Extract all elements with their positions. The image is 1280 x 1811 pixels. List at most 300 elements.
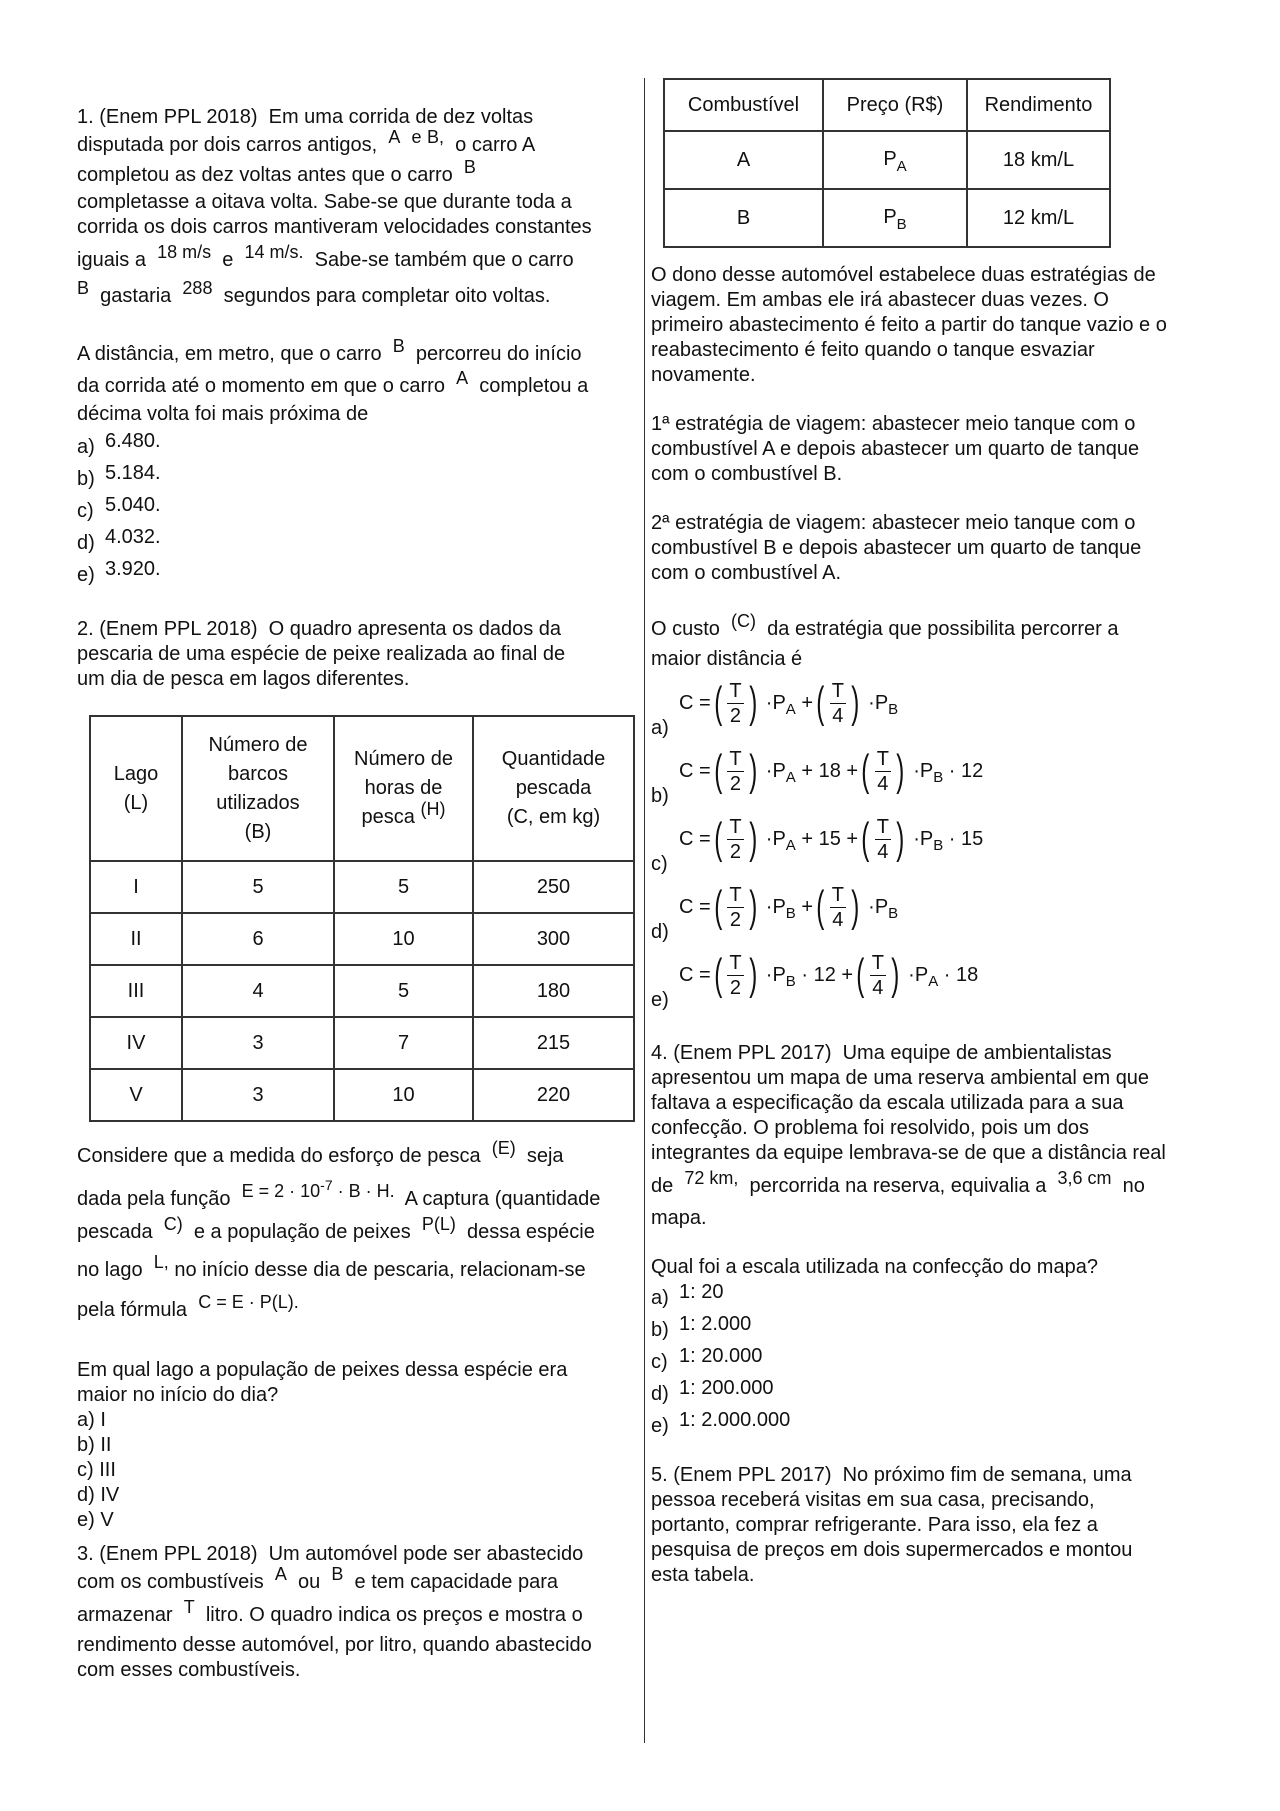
fraction: [875, 815, 891, 864]
q1-math: 288: [182, 278, 213, 298]
table-cell: II: [90, 913, 182, 965]
q1-option-b[interactable]: [77, 461, 637, 493]
formula-text: P: [874, 691, 889, 714]
formula-sub: B: [785, 972, 796, 990]
header-text: (C, em kg): [506, 806, 601, 828]
table-cell: III: [90, 965, 182, 1017]
q2-math: C): [163, 1214, 183, 1234]
q1-text: Em uma corrida de dez voltas: [268, 106, 534, 128]
table-cell: 180: [473, 965, 634, 1017]
formula-text: · 18: [943, 963, 979, 986]
header-text: barcos: [227, 762, 289, 785]
q3-text: rendimento desse automóvel, por litro, quando abastecido: [77, 1634, 592, 1656]
formula-sub: A: [928, 972, 939, 990]
option-value: 1: 200.000: [679, 1377, 774, 1399]
q2-text: Em qual lago a população de peixes dessa espécie era: [77, 1359, 568, 1381]
header-text: horas de: [364, 777, 443, 799]
formula-text: C =: [679, 691, 711, 714]
table-row: [90, 1017, 634, 1069]
q2-math: -7: [320, 1177, 333, 1193]
header-text: pescada: [515, 777, 592, 799]
q1-source: (Enem PPL 2018): [99, 106, 258, 128]
q2-text: maior no início do dia?: [77, 1384, 279, 1406]
q2-option-c[interactable]: c) III: [77, 1459, 116, 1481]
q4-line: [651, 1041, 1211, 1066]
q2-text: O quadro apresenta os dados da: [268, 618, 562, 640]
paren: (: [816, 882, 825, 931]
option-value: 1: 2.000.000: [679, 1409, 791, 1431]
table-row: [90, 861, 634, 913]
table-cell: 18 km/L: [967, 131, 1110, 189]
q3-line: [651, 611, 1211, 647]
option-letter: d): [651, 921, 669, 943]
question-2-body: [77, 1138, 637, 1533]
frac-num: T: [729, 951, 742, 974]
table-header: Rendimento: [967, 79, 1110, 131]
q3-source: (Enem PPL 2018): [99, 1543, 258, 1565]
q5-text: No próximo fim de semana, uma: [842, 1464, 1132, 1486]
frac-den: 2: [729, 772, 742, 795]
paren: (: [861, 814, 870, 863]
q1-text: Sabe-se também que o carro: [314, 249, 574, 271]
paren: ): [891, 950, 900, 999]
q2-math: C = E · P(L).: [198, 1292, 299, 1312]
question-1: [77, 105, 637, 589]
q3-text: da estratégia que possibilita percorrer a: [767, 618, 1119, 640]
q3-text: viagem. Em ambas ele irá abastecer duas vezes. O: [651, 289, 1109, 311]
q1-option-a[interactable]: [77, 429, 637, 461]
q4-text: mapa.: [651, 1207, 707, 1229]
formula-text: · 12 +: [801, 963, 854, 986]
formula-sub: B: [888, 700, 899, 718]
question-3-body: [651, 263, 1211, 672]
q1-math: 14 m/s.: [244, 242, 304, 262]
q1-number: 1.: [77, 106, 94, 128]
q1-option-c[interactable]: [77, 493, 637, 525]
header-text: Lago: [113, 762, 159, 785]
q1-text: iguais a: [77, 249, 146, 271]
q2-option-b[interactable]: b) II: [77, 1434, 112, 1456]
q1-math: e: [222, 249, 234, 271]
paren: ): [748, 950, 757, 999]
q3-text: com esses combustíveis.: [77, 1659, 301, 1681]
option-letter: e): [77, 564, 95, 586]
q3-option-a[interactable]: [651, 672, 1211, 740]
formula: [679, 944, 978, 1006]
q3-line: [77, 1542, 637, 1567]
paren: ): [851, 882, 860, 931]
q3-text: primeiro abastecimento é feito a partir do tanque vazio e o: [651, 314, 1167, 336]
formula: [679, 672, 898, 734]
cell-text: P: [883, 206, 897, 228]
q2-text: A captura (quantidade: [404, 1188, 601, 1210]
q3-text: com os combustíveis: [77, 1571, 264, 1593]
q3-text: ou: [298, 1571, 321, 1593]
q2-line: [77, 1138, 637, 1178]
formula-text: ·: [765, 691, 773, 714]
paren: (: [713, 678, 723, 727]
formula-sub: B: [933, 768, 944, 786]
table-cell: 250: [473, 861, 634, 913]
frac-den: 2: [729, 908, 742, 931]
table-cell: I: [90, 861, 182, 913]
table-header: [473, 716, 634, 861]
paren: ): [748, 678, 757, 727]
q4-text: Uma equipe de ambientalistas: [842, 1042, 1112, 1064]
q1-math: A: [456, 368, 469, 388]
q1-line-3: [77, 157, 637, 190]
formula-text: P: [772, 827, 786, 850]
paren: (: [713, 950, 723, 999]
formula-text: P: [919, 759, 934, 782]
q2-text: pescada: [77, 1221, 153, 1243]
formula-text: C =: [679, 963, 711, 986]
q4-line: [651, 1166, 1211, 1206]
formula-sub: B: [785, 904, 796, 922]
q1-line-7: [77, 278, 637, 314]
q3-text: O custo: [651, 618, 720, 640]
table-cell: 4: [182, 965, 334, 1017]
q1-text: corrida os dois carros mantiveram velocidades constantes: [77, 216, 592, 238]
frac-den: 2: [729, 976, 742, 999]
q2-source: (Enem PPL 2018): [99, 618, 258, 640]
q1-line-6: [77, 240, 637, 282]
q5-text: pessoa receberá visitas em sua casa, precisando,: [651, 1489, 1095, 1511]
q4-option-e[interactable]: [651, 1408, 1211, 1440]
formula-text: ·: [765, 895, 773, 918]
q2-math: L,: [153, 1252, 169, 1272]
fraction: [727, 747, 743, 796]
q2-math: (E): [491, 1138, 516, 1158]
q1-math: 18 m/s: [157, 242, 212, 262]
q1-text: gastaria: [100, 285, 172, 307]
option-value: 6.480.: [105, 430, 161, 452]
formula-text: P: [919, 827, 934, 850]
header-text: (H): [420, 799, 446, 819]
q4-text: integrantes da equipe lembrava-se de que a distância real: [651, 1142, 1166, 1164]
q4-option-c[interactable]: [651, 1344, 1211, 1376]
option-letter: c): [77, 500, 94, 522]
paren: (: [713, 814, 723, 863]
formula-text: P: [772, 691, 786, 714]
paren: (: [816, 678, 825, 727]
q5-source: (Enem PPL 2017): [673, 1464, 832, 1486]
q3-text: e tem capacidade para: [354, 1571, 558, 1593]
table-header-row: [664, 79, 1110, 131]
formula-text: + 18 +: [801, 759, 859, 782]
frac-den: 4: [872, 976, 884, 999]
q4-source: (Enem PPL 2017): [673, 1042, 832, 1064]
q4-text: faltava a especificação da escala utilizada para a sua: [651, 1092, 1124, 1114]
q3-text: 1ª estratégia de viagem: abastecer meio tanque com o: [651, 413, 1136, 435]
cell-sub: B: [896, 216, 907, 233]
q4-text: no: [1122, 1175, 1145, 1197]
q2-math: P(L): [421, 1214, 456, 1234]
q2-number: 2.: [77, 618, 94, 640]
q2-option-a[interactable]: a) I: [77, 1409, 106, 1431]
formula-text: P: [772, 759, 786, 782]
table-cell: 5: [334, 861, 473, 913]
option-letter: b): [77, 468, 95, 490]
q3-text: Um automóvel pode ser abastecido: [268, 1543, 584, 1565]
formula-text: ·: [868, 895, 875, 918]
table-cell: 5: [334, 965, 473, 1017]
frac-num: T: [831, 679, 844, 702]
q5-line: [651, 1463, 1211, 1488]
table-cell: [823, 131, 967, 189]
formula-sub: B: [888, 904, 899, 922]
frac-num: T: [876, 747, 889, 770]
q1-math: A: [388, 127, 401, 147]
q2-math: E = 2 · 10: [241, 1181, 321, 1201]
q3-math: A: [274, 1564, 287, 1584]
cell-text: P: [883, 148, 897, 170]
fishing-table: [89, 715, 635, 1122]
q1-text: disputada por dois carros antigos,: [77, 134, 378, 156]
table-header: [334, 716, 473, 861]
formula-sub: B: [933, 836, 944, 854]
q2-text: no início desse dia de pescaria, relacionam-se: [174, 1259, 586, 1281]
q3-text: novamente.: [651, 364, 756, 386]
option-letter: b): [651, 785, 669, 807]
q4-math: 72 km,: [684, 1168, 739, 1188]
q2-line: [77, 1252, 637, 1294]
option-value: 1: 20: [679, 1281, 724, 1303]
paren: ): [748, 882, 757, 931]
q1-text: da corrida até o momento em que o carro: [77, 375, 445, 397]
option-value: 3.920.: [105, 558, 161, 580]
q2-text: Considere que a medida do esforço de pesca: [77, 1145, 481, 1167]
paren: (: [861, 746, 870, 795]
table-cell: [823, 189, 967, 247]
q4-question: Qual foi a escala utilizada na confecção do mapa?: [651, 1256, 1098, 1278]
q1-text: segundos para completar oito voltas.: [223, 285, 551, 307]
table-cell: V: [90, 1069, 182, 1121]
formula-text: C =: [679, 827, 711, 850]
q1-option-e[interactable]: [77, 557, 637, 589]
formula-text: P: [772, 895, 786, 918]
q3-option-e[interactable]: [651, 944, 1211, 1012]
q3-text: combustível A e depois abastecer um quarto de tanque: [651, 438, 1140, 460]
option-value: 1: 20.000: [679, 1345, 763, 1367]
q1-text: o carro A: [455, 134, 536, 156]
table-cell: 10: [334, 913, 473, 965]
formula-text: ·: [765, 759, 773, 782]
q4-text: percorrida na reserva, equivalia a: [749, 1175, 1047, 1197]
table-header: Preço (R$): [823, 79, 967, 131]
header-text: Quantidade: [501, 748, 606, 770]
q3-option-c[interactable]: [651, 808, 1211, 876]
frac-den: 4: [877, 840, 889, 863]
frac-num: T: [729, 679, 742, 702]
fraction: [875, 747, 891, 796]
q4-option-b[interactable]: [651, 1312, 1211, 1344]
table-cell: 6: [182, 913, 334, 965]
frac-num: T: [729, 747, 742, 770]
q2-line: [77, 1214, 637, 1256]
q1-line-2: [77, 127, 637, 163]
paren: (: [713, 746, 723, 795]
q3-text: 2ª estratégia de viagem: abastecer meio tanque com o: [651, 512, 1136, 534]
table-cell: 12 km/L: [967, 189, 1110, 247]
paren: ): [896, 814, 905, 863]
q2-option-d[interactable]: d) IV: [77, 1484, 120, 1506]
question-5: [651, 1463, 1211, 1588]
q3-text: reabastecimento é feito quando o tanque esvaziar: [651, 339, 1095, 361]
frac-den: 4: [832, 704, 844, 727]
q4-text: confecção. O problema foi resolvido, pois um dos: [651, 1117, 1089, 1139]
q3-math: (C): [731, 611, 757, 631]
header-text: Número de: [208, 733, 308, 756]
q5-text: pesquisa de preços em dois supermercados e montou: [651, 1539, 1133, 1561]
q1-math: e: [411, 127, 422, 147]
q1-math: B: [392, 336, 405, 356]
option-letter: d): [651, 1383, 669, 1405]
formula-text: C =: [679, 759, 711, 782]
q4-option-a[interactable]: [651, 1280, 1211, 1312]
q3-text: armazenar: [77, 1604, 173, 1626]
q3-line: [77, 1597, 637, 1633]
table-header-row: [90, 716, 634, 861]
fraction: [727, 679, 743, 728]
q2-option-e[interactable]: e) V: [77, 1509, 114, 1531]
q1-text: completou as dez voltas antes que o carro: [77, 164, 453, 186]
question-4: [651, 1041, 1211, 1440]
q3-number: 3.: [77, 1543, 94, 1565]
question-2: [77, 617, 637, 692]
q1-math: B: [463, 157, 476, 177]
q1-math: B,: [427, 127, 445, 147]
q3-options: [651, 672, 1211, 1012]
header-text: (B): [244, 820, 272, 843]
q5-text: esta tabela.: [651, 1564, 755, 1586]
q1-text: percorreu do início: [415, 343, 582, 365]
formula-text: · 12: [948, 759, 984, 782]
table-cell: A: [664, 131, 823, 189]
q3-math: B: [331, 1564, 344, 1584]
q3-text: litro. O quadro indica os preços e mostra o: [205, 1604, 583, 1626]
formula-text: +: [801, 895, 814, 918]
frac-num: T: [729, 883, 742, 906]
option-value: 1: 2.000: [679, 1313, 752, 1335]
frac-den: 4: [832, 908, 844, 931]
formula-text: ·: [913, 759, 920, 782]
formula-text: P: [772, 963, 786, 986]
formula: [679, 876, 898, 938]
fraction: [727, 951, 743, 1000]
frac-num: T: [831, 883, 844, 906]
q1-math: B: [77, 278, 90, 298]
q1-question-2: [77, 368, 637, 402]
formula-text: +: [801, 691, 814, 714]
paren: (: [713, 882, 723, 931]
q1-line-1: [77, 105, 637, 130]
q1-text: décima volta foi mais próxima de: [77, 403, 369, 425]
q2-line: [77, 1294, 637, 1334]
q2-line: [77, 1178, 637, 1218]
option-value: 5.040.: [105, 494, 161, 516]
q4-text: apresentou um mapa de uma reserva ambiental em que: [651, 1067, 1150, 1089]
formula-text: · 15: [948, 827, 984, 850]
fraction: [830, 883, 846, 932]
table-row: [664, 189, 1110, 247]
table-cell: 300: [473, 913, 634, 965]
formula-text: ·: [913, 827, 920, 850]
q3-text: combustível B e depois abastecer um quarto de tanque: [651, 537, 1142, 559]
q2-text: pescaria de uma espécie de peixe realizada ao final de: [77, 643, 566, 665]
formula: [679, 808, 983, 870]
table-cell: IV: [90, 1017, 182, 1069]
q2-math: · B · H.: [337, 1181, 395, 1201]
q3-text: O dono desse automóvel estabelece duas estratégias de: [651, 264, 1156, 286]
formula-text: C =: [679, 895, 711, 918]
q3-text: com o combustível B.: [651, 463, 843, 485]
q2-text: no lago: [77, 1259, 143, 1281]
q4-text: de: [651, 1175, 674, 1197]
q2-text: dada pela função: [77, 1188, 231, 1210]
header-text: pesca: [361, 806, 415, 828]
q2-text: pela fórmula: [77, 1299, 188, 1321]
table-row: [90, 1069, 634, 1121]
header-text: Número de: [354, 748, 453, 770]
table-cell: 215: [473, 1017, 634, 1069]
table-header: [182, 716, 334, 861]
option-letter: a): [651, 1287, 669, 1309]
q3-option-d[interactable]: [651, 876, 1211, 944]
q3-option-b[interactable]: [651, 740, 1211, 808]
fraction: [727, 815, 743, 864]
table-cell: 3: [182, 1069, 334, 1121]
q3-line: [77, 1564, 637, 1600]
formula-sub: A: [785, 836, 796, 854]
formula-text: P: [874, 895, 889, 918]
table-header: Combustível: [664, 79, 823, 131]
formula-text: P: [914, 963, 929, 986]
formula-text: ·: [908, 963, 915, 986]
option-letter: a): [651, 717, 669, 739]
table-cell: 220: [473, 1069, 634, 1121]
q2-text: seja: [526, 1145, 564, 1167]
q5-number: 5.: [651, 1464, 668, 1486]
table-cell: 3: [182, 1017, 334, 1069]
paren: ): [896, 746, 905, 795]
formula-text: ·: [868, 691, 875, 714]
q4-number: 4.: [651, 1042, 668, 1064]
table-row: [90, 965, 634, 1017]
formula-text: ·: [765, 827, 773, 850]
formula-text: ·: [765, 963, 773, 986]
option-value: 4.032.: [105, 526, 161, 548]
formula-sub: A: [785, 768, 796, 786]
q1-option-d[interactable]: [77, 525, 637, 557]
option-letter: c): [651, 1351, 668, 1373]
q2-text: dessa espécie: [466, 1221, 595, 1243]
q1-text: completasse a oitava volta. Sabe-se que durante toda a: [77, 191, 572, 213]
option-letter: e): [651, 989, 669, 1011]
table-header: [90, 716, 182, 861]
cell-sub: A: [896, 158, 907, 175]
option-letter: d): [77, 532, 95, 554]
q4-option-d[interactable]: [651, 1376, 1211, 1408]
q1-text: A distância, em metro, que o carro: [77, 343, 382, 365]
formula-text: + 15 +: [801, 827, 859, 850]
paren: ): [748, 814, 757, 863]
option-letter: b): [651, 1319, 669, 1341]
frac-num: T: [876, 815, 889, 838]
paren: ): [748, 746, 757, 795]
q5-text: portanto, comprar refrigerante. Para isso, ela fez a: [651, 1514, 1098, 1536]
fraction: [727, 883, 743, 932]
